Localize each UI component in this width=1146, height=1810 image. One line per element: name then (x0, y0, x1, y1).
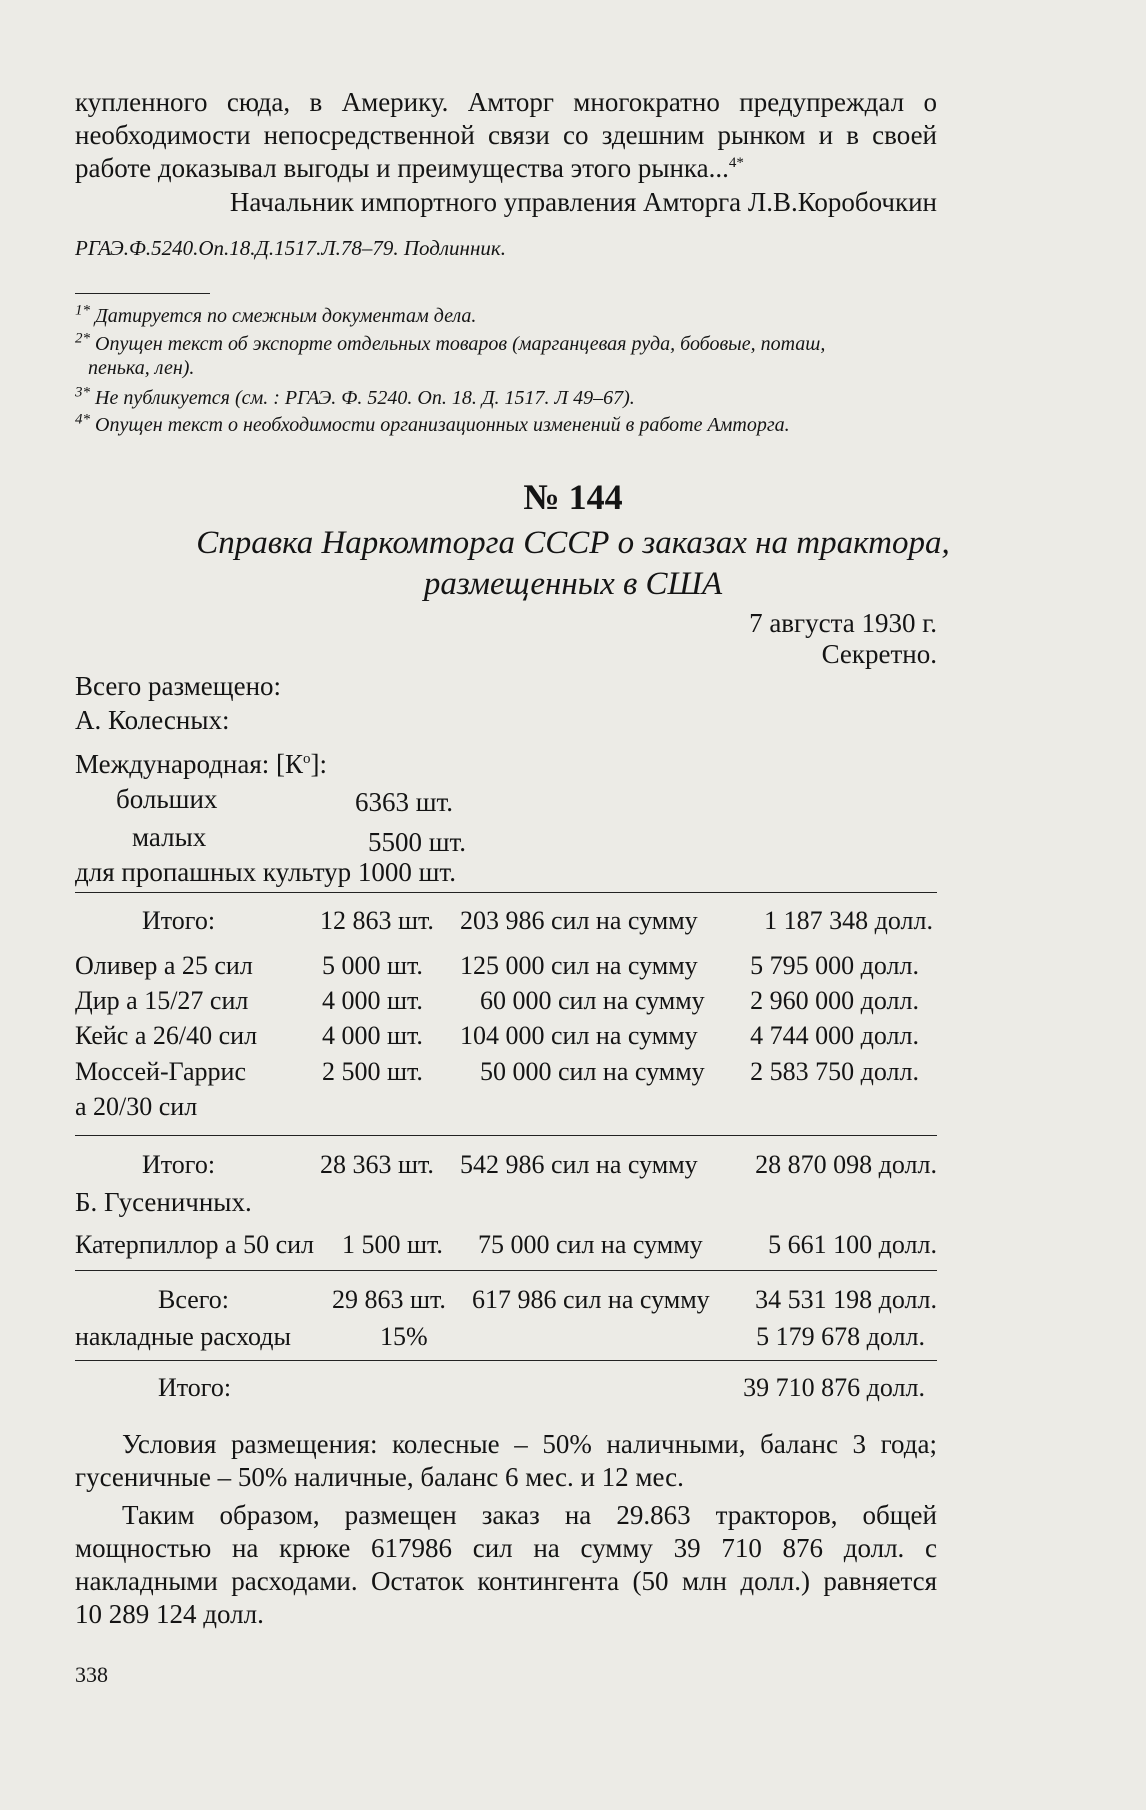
big-label: больших (116, 784, 218, 814)
document-number: № 144 (523, 477, 623, 517)
divider-3 (75, 1270, 937, 1271)
total-1-amount: 1 187 348 долл. (764, 906, 933, 935)
tractor-qty: 4 000 шт. (322, 986, 423, 1015)
signature: Начальник импортного управления Амторга Л.В.Коробочкин (229, 187, 937, 217)
divider-4 (75, 1360, 937, 1361)
footnote-3: $^{3*}$ Не публикуется (см. : РГАЭ. Ф. 5240. Оп. 18. Д. 1517. Л 49–67). (75, 384, 635, 409)
footnote-ref-4: 4* (728, 155, 744, 171)
tractor-power: 104 000 сил на сумму (460, 1021, 698, 1050)
divider-1 (75, 892, 937, 893)
footnote-2: $^{2*}$ Опущен текст об экспорте отдельных товаров (марганцевая руда, бобовые, поташ, (75, 330, 826, 355)
final-label: Итого: (158, 1373, 232, 1402)
overhead-pct: 15% (380, 1322, 428, 1351)
page-number: 338 (75, 1662, 108, 1687)
document-title-line-1: Справка Наркомторга СССР о заказах на трактора, (196, 525, 950, 561)
conclusion-line-3: накладными расходами. Остаток контингента (50 млн долл.) равняется (75, 1566, 937, 1596)
tractor-amount: 4 744 000 долл. (750, 1021, 919, 1050)
all-amount: 34 531 198 долл. (755, 1285, 937, 1314)
conclusion-line-2: мощностью на крюке 617986 сил на сумму 39 710 876 долл. с (75, 1533, 937, 1563)
section-a-heading: А. Колесных: (75, 705, 230, 735)
conclusion-line-4: 10 289 124 долл. (75, 1599, 264, 1629)
total-1-power: 203 986 сил на сумму (460, 906, 698, 935)
all-qty: 29 863 шт. (332, 1285, 446, 1314)
total-2-label: Итого: (142, 1150, 216, 1179)
tractor-name: Кейс а 26/40 сил (75, 1021, 258, 1050)
conditions-line-2: гусеничные – 50% наличные, баланс 6 мес. и 12 мес. (75, 1462, 684, 1492)
tractor-name: Дир а 15/27 сил (75, 986, 249, 1015)
intro-line-3: работе доказывал выгоды и преимущества этого рынка...$^{4*}$ (75, 153, 744, 183)
crawler-power: 75 000 сил на сумму (478, 1230, 703, 1259)
conclusion-line-1: Таким образом, размещен заказ на 29.863 тракторов, общей (122, 1500, 937, 1530)
secrecy-mark: Секретно. (821, 639, 937, 669)
tillage-line: для пропашных культур 1000 шт. (75, 857, 456, 887)
footnote-divider (75, 293, 210, 294)
big-value: 6363 шт. (355, 787, 454, 817)
footnote-1: $^{1*}$ Датируется по смежным документам дела. (75, 302, 477, 327)
overhead-amount: 5 179 678 долл. (756, 1322, 925, 1351)
all-label: Всего: (158, 1285, 229, 1314)
divider-2 (75, 1135, 937, 1136)
total-placed-heading: Всего размещено: (75, 671, 282, 701)
total-1-qty: 12 863 шт. (320, 906, 434, 935)
tractor-qty: 5 000 шт. (322, 951, 423, 980)
tractor-qty: 2 500 шт. (322, 1057, 423, 1086)
tractor-power: 60 000 сил на сумму (480, 986, 705, 1015)
archival-source: РГАЭ.Ф.5240.Оп.18.Д.1517.Л.78–79. Подлинник. (75, 236, 506, 260)
tractor-name: Оливер а 25 сил (75, 951, 253, 980)
crawler-amount: 5 661 100 долл. (768, 1230, 937, 1259)
conditions-line-1: Условия размещения: колесные – 50% наличными, баланс 3 года; (122, 1429, 937, 1459)
tractor-amount: 2 583 750 долл. (750, 1057, 919, 1086)
overhead-label: накладные расходы (75, 1322, 291, 1351)
total-2-amount: 28 870 098 долл. (755, 1150, 937, 1179)
final-amount: 39 710 876 долл. (743, 1373, 925, 1402)
total-1-label: Итого: (142, 906, 216, 935)
intro-line-2: необходимости непосредственной связи со здешним рынком и в своей (75, 120, 937, 150)
tractor-qty: 4 000 шт. (322, 1021, 423, 1050)
intro-line-1: купленного сюда, в Америку. Амторг многократно предупреждал о (75, 87, 937, 117)
tractor-power: 50 000 сил на сумму (480, 1057, 705, 1086)
total-2-qty: 28 363 шт. (320, 1150, 434, 1179)
tractor-amount: 5 795 000 долл. (750, 951, 919, 980)
small-value: 5500 шт. (368, 827, 467, 857)
section-b-heading: Б. Гусеничных. (75, 1187, 252, 1217)
tractor-name-cont: а 20/30 сил (75, 1092, 198, 1121)
tractor-name: Моссей-Гаррис (75, 1057, 247, 1086)
footnote-2-cont: пенька, лен). (88, 357, 195, 379)
crawler-qty: 1 500 шт. (342, 1230, 443, 1259)
tractor-power: 125 000 сил на сумму (460, 951, 698, 980)
crawler-name: Катерпиллор а 50 сил (75, 1230, 315, 1259)
small-label: малых (132, 822, 207, 852)
all-power: 617 986 сил на сумму (472, 1285, 710, 1314)
document-date: 7 августа 1930 г. (749, 608, 937, 638)
total-2-power: 542 986 сил на сумму (460, 1150, 698, 1179)
document-title-line-2: размещенных в США (423, 566, 723, 602)
footnote-4: $^{4*}$ Опущен текст о необходимости организационных изменений в работе Амторга. (75, 411, 790, 436)
tractor-amount: 2 960 000 долл. (750, 986, 919, 1015)
international-heading: Международная: $[К^о]$: (75, 749, 328, 779)
